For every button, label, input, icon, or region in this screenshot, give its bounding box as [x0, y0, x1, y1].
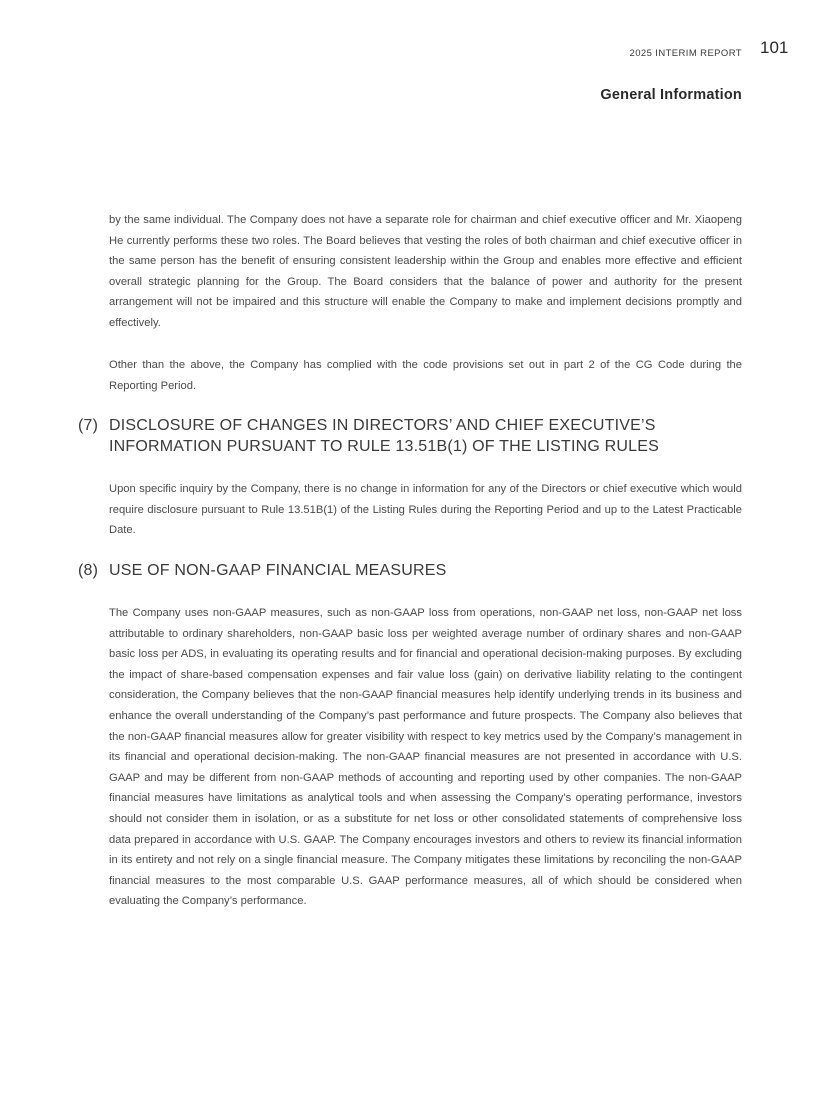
- paragraph-leadership: by the same individual. The Company does not have a separate role for chairman and chief executive officer and Mr. Xiaopeng He currently performs these two roles. The Board believes that vesting the roles of both chairman and chief executive officer in the same person has the benefit of ensuring consistent leadership within the Group and enables more effective and efficient overall strategic planning for the Group. The Board considers that the balance of power and authority for the present arrangement will not be impaired and this structure will enable the Company to make and implement decisions promptly and effectively.: [109, 214, 742, 329]
- section-title: General Information: [600, 87, 742, 103]
- heading-text: USE OF NON-GAAP FINANCIAL MEASURES: [109, 562, 447, 579]
- paragraph-cg-code-compliance: Other than the above, the Company has complied with the code provisions set out in part 2 of the CG Code during the Reporting Period.: [109, 359, 742, 392]
- heading-number: (8): [78, 562, 99, 579]
- report-title: 2025 INTERIM REPORT: [629, 48, 742, 59]
- heading-line-2: INFORMATION PURSUANT TO RULE 13.51B(1) OF THE LISTING RULES: [109, 438, 659, 455]
- page-number: 101: [760, 38, 789, 57]
- heading-number: (7): [78, 417, 99, 434]
- paragraph-directors-changes: Upon specific inquiry by the Company, there is no change in information for any of the Directors or chief executive which would require disclosure pursuant to Rule 13.51B(1) of the Listing Rules during the Reporting Period and up to the Latest Practicable Date.: [109, 483, 742, 537]
- paragraph-non-gaap: The Company uses non-GAAP measures, such as non-GAAP loss from operations, non-GAAP net loss, non-GAAP net loss attributable to ordinary shareholders, non-GAAP basic loss per weighted average number of ordinary shares and non-GAAP basic loss per ADS, in evaluating its operating results and for financial and operational decision-making purposes. By excluding the impact of share-based compensation expenses and fair value loss (gain) on derivative liability relating to the contingent consideration, the Company believes that the non-GAAP financial measures help identify underlying trends in its business and enhance the overall understanding of the Company’s past performance and future prospects. The Company also believes that the non-GAAP financial measures allow for greater visibility with respect to key metrics used by the Company’s management in its financial and operational decision-making. The non-GAAP financial measures are not presented in accordance with U.S. GAAP and may be different from non-GAAP methods of accounting and reporting used by other companies. The non-GAAP financial measures have limitations as analytical tools and when assessing the Company’s operating performance, investors should not consider them in isolation, or as a substitute for net loss or other consolidated statements of comprehensive loss data prepared in accordance with U.S. GAAP. The Company encourages investors and others to review its financial information in its entirety and not rely on a single financial measure. The Company mitigates these limitations by reconciling the non-GAAP financial measures to the most comparable U.S. GAAP performance measures, all of which should be considered when evaluating the Company’s performance.: [109, 607, 742, 908]
- heading-line-1: DISCLOSURE OF CHANGES IN DIRECTORS’ AND CHIEF EXECUTIVE’S: [109, 417, 656, 434]
- heading-text: [109, 415, 749, 457]
